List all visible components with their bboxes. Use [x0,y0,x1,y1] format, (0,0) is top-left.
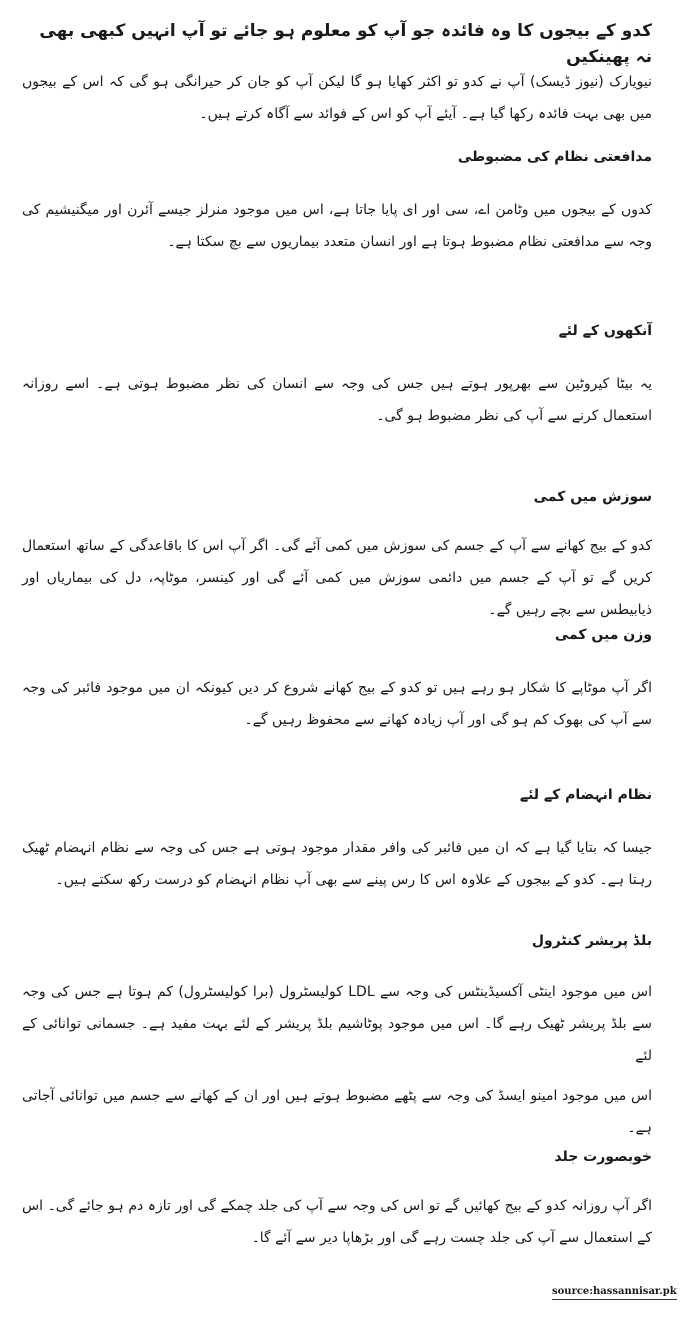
section-text-inflammation: کدو کے بیج کھانے سے آپ کے جسم کی سوزش میں کمی آئے گی۔ اگر آپ اس کا باقاعدگی کے ساتھ استعمال کریں گے تو آپ کے جسم میں دائمی سوزش میں کمی آئے گی اور کینسر، موٹاپہ، دل کی بیماریاں اور ذیابیطس سے بچے رہیں گے۔ [22,538,652,618]
section-text-energy: اس میں موجود امینو ایسڈ کی وجہ سے پٹھے مضبوط ہوتے ہیں اور ان کے کھانے سے جسم میں توانائی آجاتی ہے۔ [22,1088,652,1136]
intro-paragraph: نیویارک (نیوز ڈیسک) آپ نے کدو تو اکثر کھایا ہو گا لیکن آپ کو جان کر حیرانگی ہو گی کہ اس کے بیجوں میں بھی بہت فائدہ رکھا گیا ہے۔ آیئے آپ کو اس کے فوائد سے آگاہ کرتے ہیں۔ [22,74,652,122]
section-heading-eyes: آنکھوں کے لئے [558,323,652,339]
section-text-immunity: کدوں کے بیجوں میں وٹامن اے، سی اور ای پایا جاتا ہے، اس میں موجود منرلز جیسے آئرن اور میگنیشیم کی وجہ سے مدافعتی نظام مضبوط ہوتا ہے اور انسان متعدد بیماریوں سے بچ سکتا ہے۔ [22,202,652,250]
section-heading-skin: خوبصورت جلد [554,1149,652,1165]
section-text-digestion: جیسا کہ بتایا گیا ہے کہ ان میں فائبر کی وافر مقدار موجود ہوتی ہے جس کی وجہ سے نظام انہضام ٹھیک رہتا ہے۔ کدو کے بیجوں کے علاوہ اس کا رس پینے سے بھی آپ نظام انہضام کو درست رکھ سکتے ہیں۔ [22,840,652,888]
article-title: کدو کے بیجوں کا وہ فائدہ جو آپ کو معلوم ہو جائے تو آپ انہیں کبھی بھی نہ پھینکیں [39,21,652,67]
section-heading-blood-pressure: بلڈ پریشر کنٹرول [531,933,652,949]
section-heading-inflammation: سوزش میں کمی [533,489,652,505]
section-heading-immunity: مدافعتی نظام کی مضبوطی [457,149,652,165]
section-heading-weight: وزن میں کمی [554,627,652,643]
section-text-eyes: یہ بیٹا کیروٹین سے بھرپور ہوتے ہیں جس کی وجہ سے انسان کی نظر مضبوط ہوتی ہے۔ اسے روزانہ استعمال کرنے سے آپ کی نظر مضبوط ہو گی۔ [22,376,652,424]
section-text-blood-pressure: اس میں موجود اینٹی آکسیڈینٹس کی وجہ سے LDL کولیسٹرول (برا کولیسٹرول) کم ہوتا ہے جس کی وجہ سے بلڈ پریشر ٹھیک رہے گا۔ اس میں موجود پوٹاشیم بلڈ پریشر کے لئے بہت مفید ہے۔ جسمانی توانائی کے لئے [22,984,652,1064]
section-heading-digestion: نظام انہضام کے لئے [519,787,652,803]
source-credit: source:hassannisar.pk [552,1285,677,1300]
section-text-weight: اگر آپ موٹاپے کا شکار ہو رہے ہیں تو کدو کے بیج کھانے شروع کر دیں کیونکہ ان میں موجود فائبر کی وجہ سے آپ کی بھوک کم ہو گی اور آپ زیادہ کھانے سے محفوظ رہیں گے۔ [22,680,652,728]
section-text-skin: اگر آپ روزانہ کدو کے بیج کھائیں گے تو اس کی وجہ سے آپ کی جلد چمکے گی اور تازہ دم ہو جائے گی۔ اس کے استعمال سے آپ کی جلد چست رہے گی اور بڑھاپا دیر سے آئے گا۔ [22,1198,652,1246]
